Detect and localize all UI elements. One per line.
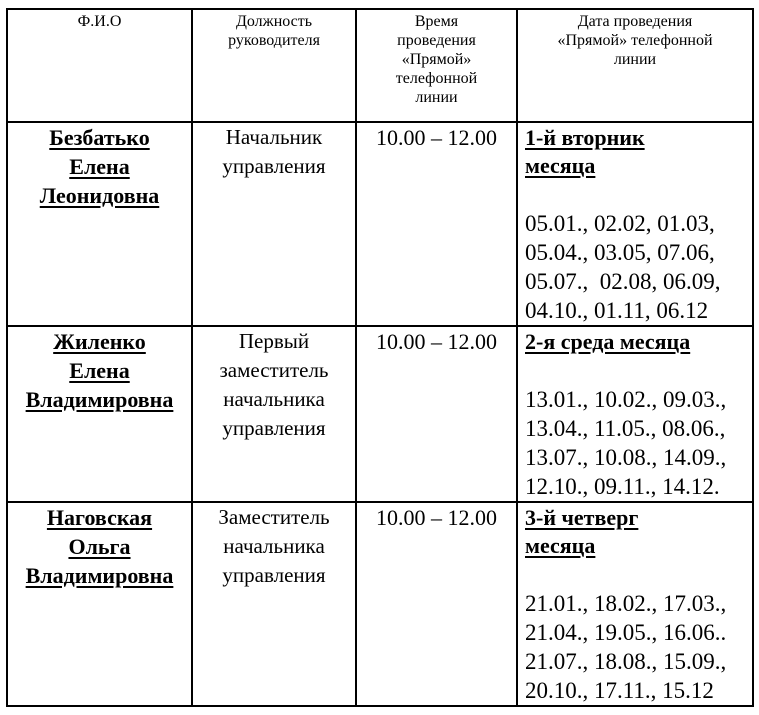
table-row: [7, 502, 753, 706]
header-time: Время проведения «Прямой» телефонной линии: [356, 9, 517, 122]
dates-line: 05.07., 02.08, 06.09,: [525, 269, 721, 294]
dates-line: 12.10., 09.11., 14.12.: [525, 474, 720, 499]
dates-line: 13.01., 10.02., 09.03.,: [525, 387, 727, 412]
dates-line: 20.10., 17.11., 15.12: [525, 678, 714, 703]
schedule-rule: 2-я среда месяца: [525, 329, 691, 354]
hotline-time: 10.00 – 12.00: [356, 122, 517, 326]
person-name: Жиленко Елена Владимировна: [7, 326, 192, 502]
table-row: [7, 122, 753, 326]
hotline-time: 10.00 – 12.00: [356, 326, 517, 502]
hotline-dates: [517, 122, 753, 326]
schedule-rule: месяца: [525, 153, 596, 178]
dates-line: 13.04., 11.05., 08.06.,: [525, 416, 726, 441]
hotline-dates: [517, 502, 753, 706]
header-row: [7, 9, 753, 122]
dates-line: 21.04., 19.05., 16.06..: [525, 620, 727, 645]
dates-line: 05.04., 03.05, 07.06,: [525, 240, 715, 265]
person-name: Безбатько Елена Леонидовна: [7, 122, 192, 326]
dates-line: 21.07., 18.08., 15.09.,: [525, 649, 727, 674]
person-name: Наговская Ольга Владимировна: [7, 502, 192, 706]
dates-line: 13.07., 10.08., 14.09.,: [525, 445, 727, 470]
header-position: Должность руководителя: [192, 9, 356, 122]
person-position: Первый заместитель начальника управления: [192, 326, 356, 502]
schedule-rule: 3-й четверг: [525, 505, 639, 530]
table-row: [7, 326, 753, 502]
header-date: Дата проведения «Прямой» телефонной линии: [517, 9, 753, 122]
hotline-time: 10.00 – 12.00: [356, 502, 517, 706]
dates-line: 21.01., 18.02., 17.03.,: [525, 591, 727, 616]
schedule-rule: месяца: [525, 533, 596, 558]
header-fio: Ф.И.О: [7, 9, 192, 122]
hotline-schedule-table: [6, 8, 754, 707]
person-position: Начальник управления: [192, 122, 356, 326]
schedule-rule: 1-й вторник: [525, 125, 645, 150]
dates-line: 05.01., 02.02, 01.03,: [525, 211, 715, 236]
hotline-dates: [517, 326, 753, 502]
dates-line: 04.10., 01.11, 06.12: [525, 298, 709, 323]
person-position: Заместитель начальника управления: [192, 502, 356, 706]
